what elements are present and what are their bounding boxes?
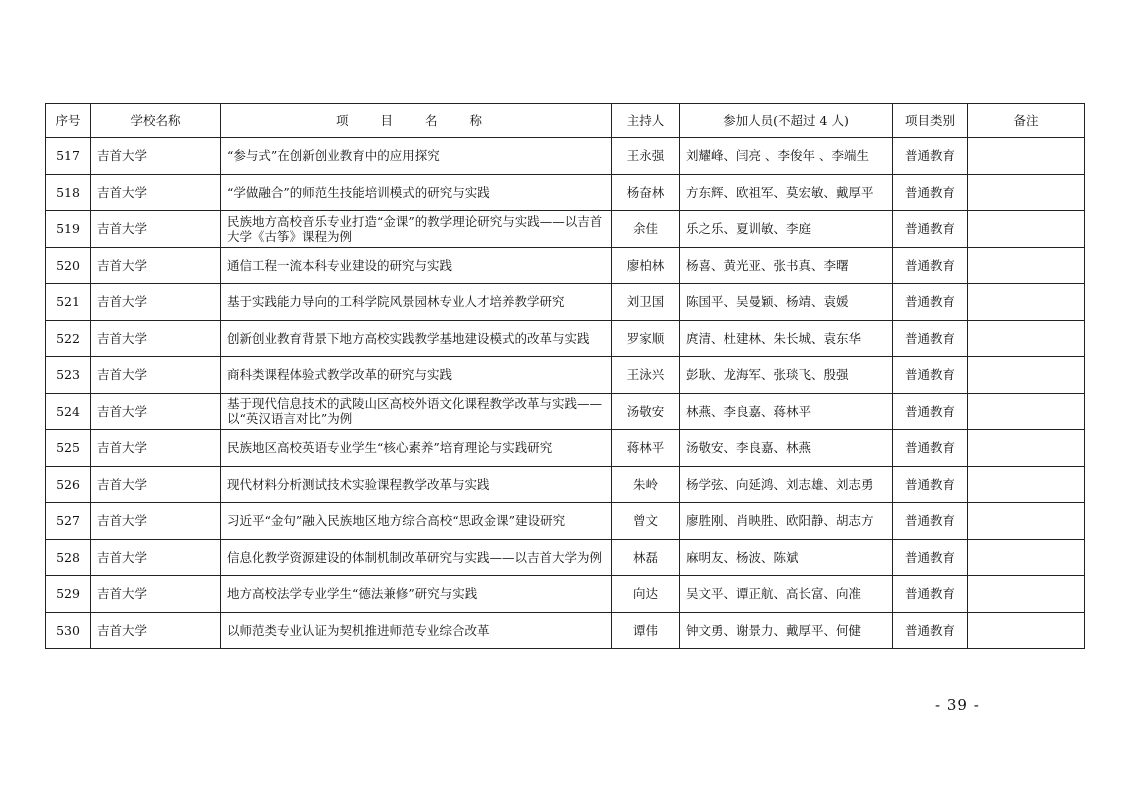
cell-members: 方东辉、欧祖军、莫宏敏、戴厚平 [680, 174, 893, 211]
cell-host: 汤敬安 [612, 393, 680, 430]
header-members: 参加人员(不超过 4 人) [680, 104, 893, 138]
cell-title: 现代材料分析测试技术实验课程教学改革与实践 [221, 466, 612, 503]
cell-host: 杨奋林 [612, 174, 680, 211]
cell-note [968, 357, 1085, 394]
cell-school: 吉首大学 [91, 320, 221, 357]
cell-title: 基于现代信息技术的武陵山区高校外语文化课程教学改革与实践——以“英汉语言对比”为例 [221, 393, 612, 430]
cell-title: “参与式”在创新创业教育中的应用探究 [221, 138, 612, 175]
table-row [46, 466, 1085, 503]
cell-school: 吉首大学 [91, 393, 221, 430]
cell-host: 刘卫国 [612, 284, 680, 321]
cell-note [968, 576, 1085, 613]
cell-host: 向达 [612, 576, 680, 613]
header-school: 学校名称 [91, 104, 221, 138]
cell-school: 吉首大学 [91, 284, 221, 321]
table-body [46, 138, 1085, 649]
header-title: 项 目 名 称 [221, 104, 612, 138]
cell-title: 以师范类专业认证为契机推进师范专业综合改革 [221, 612, 612, 649]
cell-members: 汤敬安、李良嘉、林燕 [680, 430, 893, 467]
cell-title: 商科类课程体验式教学改革的研究与实践 [221, 357, 612, 394]
table-header-row [46, 104, 1085, 138]
cell-num: 528 [46, 539, 91, 576]
cell-host: 蒋林平 [612, 430, 680, 467]
table-row [46, 284, 1085, 321]
table-row [46, 320, 1085, 357]
cell-members: 麻明友、杨波、陈斌 [680, 539, 893, 576]
cell-members: 刘耀峰、闫亮 、李俊年 、李端生 [680, 138, 893, 175]
cell-title: 地方高校法学专业学生“德法兼修”研究与实践 [221, 576, 612, 613]
cell-school: 吉首大学 [91, 576, 221, 613]
table-row [46, 211, 1085, 248]
table-row [46, 539, 1085, 576]
cell-note [968, 174, 1085, 211]
cell-members: 杨喜、黄光亚、张书真、李曙 [680, 247, 893, 284]
cell-category: 普通教育 [893, 174, 968, 211]
cell-school: 吉首大学 [91, 466, 221, 503]
cell-school: 吉首大学 [91, 211, 221, 248]
cell-category: 普通教育 [893, 503, 968, 540]
cell-title: 创新创业教育背景下地方高校实践教学基地建设模式的改革与实践 [221, 320, 612, 357]
cell-host: 曾文 [612, 503, 680, 540]
cell-note [968, 503, 1085, 540]
cell-note [968, 466, 1085, 503]
cell-school: 吉首大学 [91, 503, 221, 540]
cell-host: 朱岭 [612, 466, 680, 503]
header-num: 序号 [46, 104, 91, 138]
cell-num: 524 [46, 393, 91, 430]
cell-category: 普通教育 [893, 211, 968, 248]
cell-note [968, 320, 1085, 357]
cell-num: 530 [46, 612, 91, 649]
cell-num: 517 [46, 138, 91, 175]
cell-host: 林磊 [612, 539, 680, 576]
cell-members: 廖胜刚、肖映胜、欧阳静、胡志方 [680, 503, 893, 540]
cell-host: 王永强 [612, 138, 680, 175]
cell-host: 廖柏林 [612, 247, 680, 284]
header-note: 备注 [968, 104, 1085, 138]
cell-school: 吉首大学 [91, 612, 221, 649]
cell-category: 普通教育 [893, 357, 968, 394]
cell-title: 民族地区高校英语专业学生“核心素养”培育理论与实践研究 [221, 430, 612, 467]
cell-note [968, 247, 1085, 284]
cell-note [968, 138, 1085, 175]
cell-note [968, 284, 1085, 321]
cell-school: 吉首大学 [91, 357, 221, 394]
cell-num: 518 [46, 174, 91, 211]
cell-title: 民族地方高校音乐专业打造“金课”的教学理论研究与实践——以吉首大学《古筝》课程为例 [221, 211, 612, 248]
cell-members: 林燕、李良嘉、蒋林平 [680, 393, 893, 430]
cell-category: 普通教育 [893, 466, 968, 503]
cell-school: 吉首大学 [91, 247, 221, 284]
cell-school: 吉首大学 [91, 138, 221, 175]
cell-note [968, 211, 1085, 248]
cell-title: 通信工程一流本科专业建设的研究与实践 [221, 247, 612, 284]
table-row [46, 393, 1085, 430]
cell-members: 钟文勇、谢景力、戴厚平、何健 [680, 612, 893, 649]
cell-members: 吴文平、谭正航、高长富、向准 [680, 576, 893, 613]
cell-category: 普通教育 [893, 247, 968, 284]
table-row [46, 138, 1085, 175]
cell-host: 王泳兴 [612, 357, 680, 394]
cell-members: 庹清、杜建林、朱长城、袁东华 [680, 320, 893, 357]
table-row [46, 612, 1085, 649]
cell-num: 527 [46, 503, 91, 540]
cell-category: 普通教育 [893, 539, 968, 576]
cell-host: 谭伟 [612, 612, 680, 649]
cell-school: 吉首大学 [91, 430, 221, 467]
table-row [46, 430, 1085, 467]
header-host: 主持人 [612, 104, 680, 138]
cell-category: 普通教育 [893, 284, 968, 321]
cell-num: 523 [46, 357, 91, 394]
cell-host: 余佳 [612, 211, 680, 248]
cell-category: 普通教育 [893, 320, 968, 357]
cell-num: 519 [46, 211, 91, 248]
cell-num: 525 [46, 430, 91, 467]
table-row [46, 357, 1085, 394]
project-table [45, 103, 1085, 649]
cell-note [968, 612, 1085, 649]
cell-school: 吉首大学 [91, 174, 221, 211]
cell-category: 普通教育 [893, 393, 968, 430]
table-row [46, 174, 1085, 211]
cell-members: 陈国平、吴曼颖、杨靖、袁媛 [680, 284, 893, 321]
cell-num: 521 [46, 284, 91, 321]
cell-category: 普通教育 [893, 612, 968, 649]
table-row [46, 576, 1085, 613]
cell-num: 526 [46, 466, 91, 503]
cell-members: 乐之乐、夏训敏、李庭 [680, 211, 893, 248]
cell-category: 普通教育 [893, 430, 968, 467]
cell-title: 信息化教学资源建设的体制机制改革研究与实践——以吉首大学为例 [221, 539, 612, 576]
table-row [46, 247, 1085, 284]
cell-note [968, 393, 1085, 430]
cell-title: 习近平“金句”融入民族地区地方综合高校“思政金课”建设研究 [221, 503, 612, 540]
cell-category: 普通教育 [893, 138, 968, 175]
cell-note [968, 430, 1085, 467]
cell-num: 522 [46, 320, 91, 357]
cell-members: 杨学弦、向延鸿、刘志雄、刘志勇 [680, 466, 893, 503]
cell-host: 罗家顺 [612, 320, 680, 357]
cell-num: 520 [46, 247, 91, 284]
cell-title: “学做融合”的师范生技能培训模式的研究与实践 [221, 174, 612, 211]
cell-num: 529 [46, 576, 91, 613]
cell-note [968, 539, 1085, 576]
cell-school: 吉首大学 [91, 539, 221, 576]
header-category: 项目类别 [893, 104, 968, 138]
cell-category: 普通教育 [893, 576, 968, 613]
cell-members: 彭耿、龙海军、张琰飞、殷强 [680, 357, 893, 394]
table-row [46, 503, 1085, 540]
cell-title: 基于实践能力导向的工科学院风景园林专业人才培养教学研究 [221, 284, 612, 321]
page-number: - 39 - [935, 696, 980, 714]
